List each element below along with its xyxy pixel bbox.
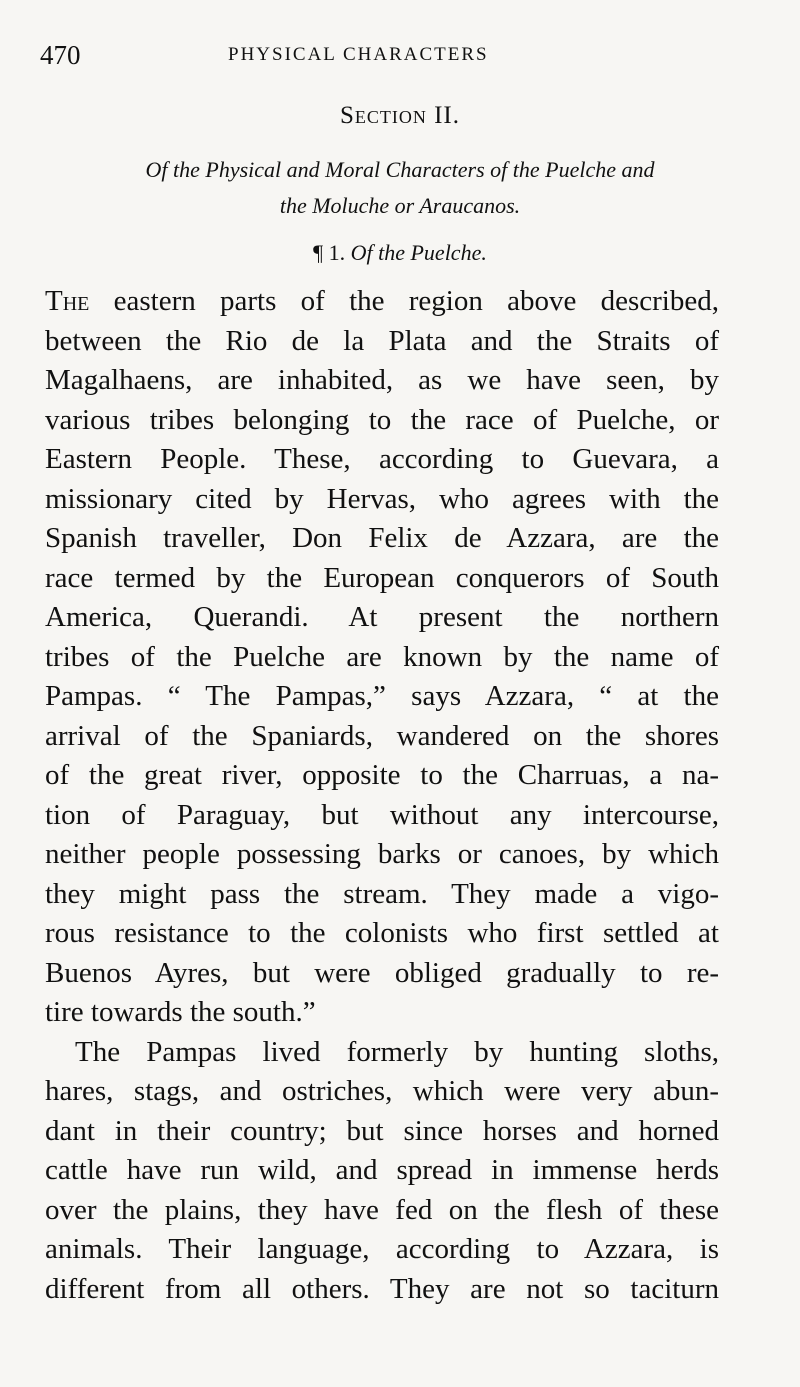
text-line: Pampas. “ The Pampas,” says Azzara, “ at the (45, 680, 719, 712)
text-line: rous resistance to the colonists who first settled at (45, 917, 719, 949)
text-line: dant in their country; but since horses and horned (45, 1114, 719, 1147)
text-line: race termed by the European conquerors of South (45, 561, 719, 594)
text-line: over the plains, they have fed on the flesh of these (45, 1193, 719, 1226)
paragraph-heading (0, 240, 800, 266)
text-line: they might pass the stream. They made a vigo- (45, 877, 719, 910)
text-line: tire towards the south.” (45, 996, 316, 1028)
drop-word: The (45, 285, 90, 317)
running-title: PHYSICAL CHARACTERS (228, 44, 489, 65)
text-line: neither people possessing barks or canoes, by which (45, 838, 719, 870)
paragraph-heading-title: Of the Puelche. (350, 240, 487, 265)
text-line: hares, stags, and ostriches, which were very abun- (45, 1075, 719, 1107)
text-line: Magalhaens, are inhabited, as we have seen, by (45, 364, 719, 396)
text-line: different from all others. They are not so taciturn (45, 1272, 719, 1305)
section-subtitle-line-1: Of the Physical and Moral Characters of the Puelche and (145, 157, 655, 182)
text-line: missionary cited by Hervas, who agrees with the (45, 482, 719, 515)
text-line: tribes of the Puelche are known by the name of (45, 640, 719, 673)
text-line: America, Querandi. At present the northern (45, 601, 719, 633)
text-line: of the great river, opposite to the Charruas, a na- (45, 759, 719, 791)
text-line: animals. Their language, according to Azzara, is (45, 1233, 719, 1265)
text-line: The eastern parts of the region above described, (45, 285, 719, 317)
text-line: arrival of the Spaniards, wandered on the shores (45, 719, 719, 752)
text-line: cattle have run wild, and spread in immense herds (45, 1154, 719, 1186)
text-line: tion of Paraguay, but without any intercourse, (45, 798, 719, 831)
section-heading: Section II. (339, 102, 461, 129)
text-line: The Pampas lived formerly by hunting sloths, (75, 1035, 719, 1068)
text-line: various tribes belonging to the race of Puelche, or (45, 403, 719, 436)
text-line: Spanish traveller, Don Felix de Azzara, are the (45, 522, 719, 554)
section-subtitle-line-2: the Moluche or Araucanos. (279, 193, 521, 218)
body-text (45, 282, 719, 1309)
running-head (40, 40, 740, 72)
text-line: Eastern People. These, according to Guevara, a (45, 443, 719, 475)
paragraph-1 (45, 282, 719, 1033)
paragraph-2 (45, 1033, 719, 1310)
section-subtitle (42, 152, 758, 224)
page-number: 470 (40, 40, 81, 70)
paragraph-marker: ¶ 1. (313, 240, 346, 265)
text-line: Buenos Ayres, but were obliged gradually to re- (45, 956, 719, 989)
text-line: between the Rio de la Plata and the Straits of (45, 324, 719, 357)
